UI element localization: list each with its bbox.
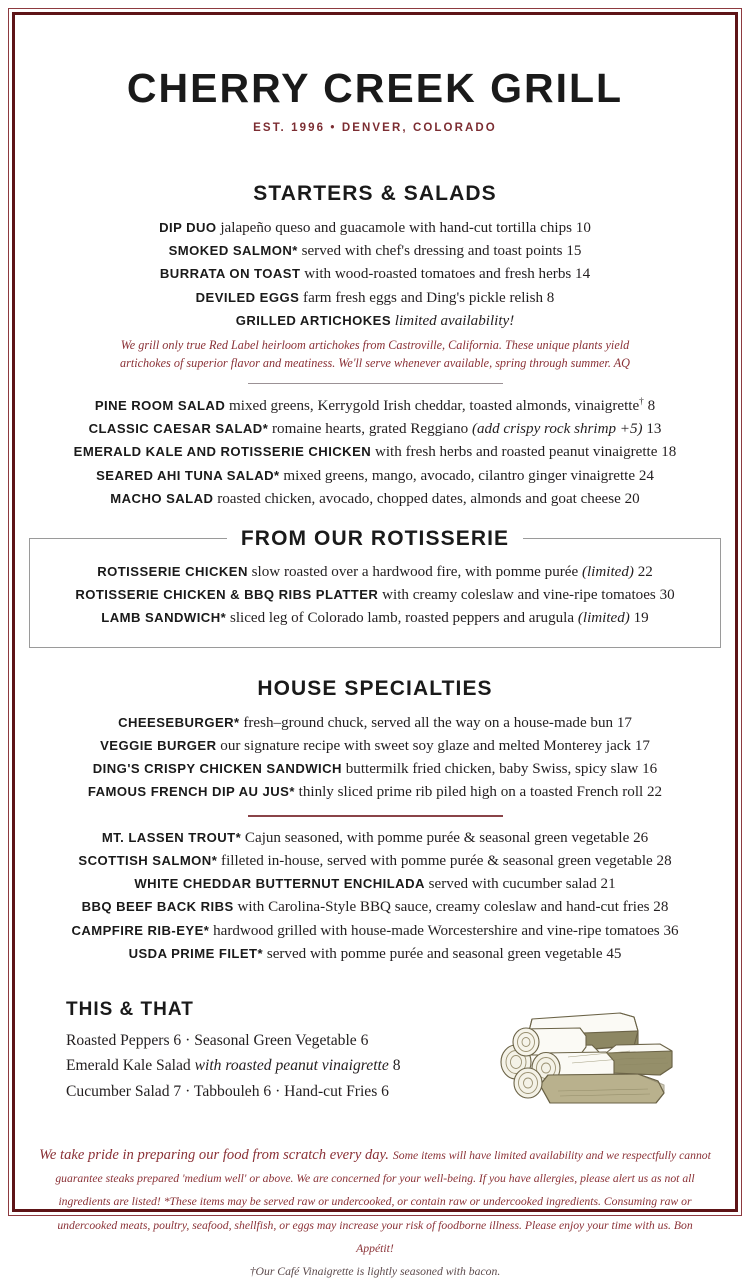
menu-item-name: PINE ROOM SALAD — [94, 397, 226, 413]
menu-page — [20, 20, 730, 1278]
menu-item-name: DIP DUO — [159, 220, 217, 235]
menu-item-desc: roasted chicken, avocado, chopped dates, almonds and goat cheese — [213, 490, 625, 507]
menu-item — [20, 395, 730, 418]
menu-item-desc-italic: (limited) — [577, 610, 630, 627]
menu-item — [20, 712, 730, 735]
menu-item-name: CLASSIC CAESAR SALAD* — [88, 421, 269, 437]
restaurant-tagline: EST. 1996 • DENVER, COLORADO — [253, 122, 497, 134]
menu-item-price: 10 — [575, 220, 591, 236]
menu-item-desc: with Carolina-Style BBQ sauce, creamy coleslaw and hand-cut fries — [233, 899, 654, 916]
menu-item — [20, 850, 730, 873]
menu-item-name: LAMB SANDWICH* — [101, 610, 227, 626]
menu-item-name: DING'S CRISPY CHICKEN SANDWICH — [92, 761, 342, 777]
menu-item-desc: fresh–ground chuck, served all the way on a house-made bun — [239, 714, 617, 731]
menu-item-price: 20 — [624, 490, 640, 507]
menu-item-price: 16 — [642, 761, 658, 778]
menu-item-desc-italic: (add crispy rock shrimp +5) — [471, 421, 643, 438]
menu-item-name: WHITE CHEDDAR BUTTERNUT ENCHILADA — [134, 876, 425, 892]
menu-item-desc: mixed greens, Kerrygold Irish cheddar, toasted almonds, vinaigrette — [225, 397, 640, 414]
side-item: Roasted Peppers 6 · Seasonal Green Vegetable 6 — [66, 1032, 369, 1050]
menu-item — [20, 735, 730, 758]
firewood-logs-illustration — [488, 1001, 688, 1116]
menu-item-name: VEGGIE BURGER — [100, 737, 217, 753]
menu-item-name: MT. LASSEN TROUT* — [101, 829, 242, 845]
menu-item-desc: Cajun seasoned, with pomme purée & seasonal green vegetable — [241, 829, 634, 846]
rotisserie-item-list — [40, 561, 710, 631]
menu-item-name: GRILLED ARTICHOKES — [235, 312, 392, 328]
footer-dagger-note: †Our Café Vinaigrette is lightly seasoned with bacon. — [249, 1264, 501, 1278]
menu-item — [20, 287, 730, 310]
menu-item-desc: our signature recipe with sweet soy glaze and melted Monterey jack — [216, 737, 635, 754]
divider-red — [248, 815, 503, 817]
menu-item-price: 21 — [600, 876, 616, 893]
menu-item-price: 13 — [646, 421, 662, 438]
menu-item-desc: farm fresh eggs and Ding's pickle relish — [299, 289, 547, 306]
entree-item-list — [20, 827, 730, 966]
menu-item — [20, 263, 730, 286]
dagger-marker: † — [639, 396, 644, 407]
menu-item — [20, 240, 730, 263]
rotisserie-section-box — [29, 527, 721, 648]
footer-disclaimer — [20, 1143, 730, 1259]
section-heading-starters: STARTERS & SALADS — [253, 182, 497, 205]
side-item-price: 8 — [388, 1057, 401, 1075]
menu-item — [20, 873, 730, 896]
menu-item — [20, 310, 730, 333]
salads-item-list — [20, 395, 730, 511]
menu-item-name: DEVILED EGGS — [195, 289, 300, 305]
menu-item-price: 28 — [653, 899, 669, 916]
menu-item — [20, 488, 730, 511]
menu-item — [20, 781, 730, 804]
section-heading-this-and-that: THIS & THAT — [66, 999, 194, 1021]
menu-item-desc: slow roasted over a hardwood fire, with pomme purée — [247, 564, 582, 580]
divider-gray — [248, 383, 503, 384]
menu-item-name: ROTISSERIE CHICKEN & BBQ RIBS PLATTER — [75, 587, 379, 603]
menu-item-name: SMOKED SALMON* — [168, 243, 298, 259]
menu-item-name: CAMPFIRE RIB-EYE* — [71, 922, 210, 938]
footer-lead: We take pride in preparing our food from scratch every day. — [39, 1147, 389, 1164]
section-heading-rotisserie: FROM OUR ROTISSERIE — [227, 526, 523, 552]
menu-item-price: 24 — [638, 467, 654, 484]
sandwich-item-list — [20, 712, 730, 805]
menu-item-desc: mixed greens, mango, avocado, cilantro ginger vinaigrette — [279, 467, 639, 484]
starters-item-list — [20, 217, 730, 333]
menu-item-price: 28 — [656, 852, 672, 869]
menu-item — [20, 465, 730, 488]
menu-item-name: EMERALD KALE AND ROTISSERIE CHICKEN — [73, 444, 372, 460]
menu-item-name: SEARED AHI TUNA SALAD* — [96, 467, 280, 483]
menu-item-desc: with creamy coleslaw and vine-ripe tomatoes — [378, 587, 660, 604]
menu-item-price: 8 — [546, 289, 555, 306]
section-heading-house-specialties: HOUSE SPECIALTIES — [257, 676, 493, 700]
side-item: Cucumber Salad 7 · Tabbouleh 6 · Hand-cut Fries 6 — [66, 1082, 389, 1100]
menu-item-desc: jalapeño queso and guacamole with hand-cut tortilla chips — [216, 220, 576, 236]
restaurant-name: CHERRY CREEK GRILL — [126, 65, 624, 111]
menu-item-desc: with fresh herbs and roasted peanut vinaigrette — [371, 444, 662, 461]
menu-item — [20, 896, 730, 919]
menu-item-desc: sliced leg of Colorado lamb, roasted peppers and arugula — [226, 610, 578, 627]
menu-item-desc: filleted in-house, served with pomme purée & seasonal green vegetable — [217, 852, 657, 869]
this-and-that-section — [20, 999, 730, 1116]
menu-item-price: 8 — [647, 397, 656, 414]
menu-item-price: 18 — [661, 444, 677, 461]
menu-item — [40, 607, 710, 630]
menu-item — [20, 217, 730, 240]
menu-item — [20, 418, 730, 441]
footer-fine-print: Some items will have limited availability and we respectfully cannot guarantee steaks prepared 'medium well' or above. We are concerned for your well-being. If you have allergies, please alert us as not all ingredients are listed! *These items may be served raw or undercooked, or contain raw or undercooked ingredients. Consuming raw or undercooked meats, poultry, seafood, shellfish, or eggs may increase your risk of foodborne illness. Please enjoy your time with us. Bon Appétit! — [55, 1149, 711, 1255]
menu-item-desc: with wood-roasted tomatoes and fresh herbs — [300, 266, 576, 283]
menu-item-name: MACHO SALAD — [110, 490, 214, 506]
menu-item-desc: served with chef's dressing and toast points — [297, 243, 567, 260]
menu-item-name: BBQ BEEF BACK RIBS — [81, 899, 234, 915]
menu-item-name: CHEESEBURGER* — [118, 714, 240, 730]
menu-item — [20, 920, 730, 943]
menu-item-desc: hardwood grilled with house-made Worcestershire and vine-ripe tomatoes — [209, 922, 664, 939]
menu-item-desc: thinly sliced prime rib piled high on a toasted French roll — [294, 784, 647, 801]
menu-item — [20, 758, 730, 781]
rotisserie-heading-wrap — [30, 526, 720, 552]
artichoke-note: We grill only true Red Label heirloom artichokes from Castroville, California. These unique plants yield artichokes of superior flavor and meatiness. We'll serve whenever available, spring through summer. AQ — [120, 338, 630, 370]
menu-item-name: ROTISSERIE CHICKEN — [97, 564, 248, 579]
menu-item-desc: romaine hearts, grated Reggiano — [268, 421, 472, 438]
menu-item-price: 36 — [663, 922, 679, 939]
menu-item — [40, 561, 710, 584]
menu-item-price: 14 — [575, 266, 591, 283]
menu-item — [20, 943, 730, 966]
menu-item — [20, 827, 730, 850]
side-item-note: with roasted peanut vinaigrette — [194, 1057, 389, 1075]
menu-item-price: 22 — [637, 564, 653, 580]
menu-item-price: 45 — [606, 945, 622, 962]
menu-item-price: 15 — [566, 243, 582, 260]
menu-item-price: 19 — [633, 610, 649, 627]
menu-item-price: 17 — [634, 737, 650, 754]
menu-item-price: 17 — [616, 714, 632, 731]
menu-item-desc: buttermilk fried chicken, baby Swiss, spicy slaw — [341, 761, 643, 778]
menu-item-name: BURRATA ON TOAST — [159, 266, 301, 282]
menu-item-name: USDA PRIME FILET* — [128, 945, 264, 961]
menu-item-name: SCOTTISH SALMON* — [78, 852, 218, 868]
menu-item-price: 26 — [633, 829, 649, 846]
menu-item-desc-italic: (limited) — [581, 564, 634, 580]
side-item — [66, 1053, 401, 1078]
masthead — [20, 20, 730, 134]
menu-item-desc: limited availability! — [391, 312, 515, 329]
menu-item-desc: served with pomme purée and seasonal green vegetable — [263, 945, 607, 962]
this-and-that-text — [66, 999, 401, 1104]
menu-item — [20, 441, 730, 464]
menu-item-price: 22 — [646, 784, 663, 801]
menu-item — [40, 584, 710, 607]
menu-item-price: 30 — [659, 587, 675, 604]
side-item-label: Emerald Kale Salad — [66, 1057, 195, 1075]
menu-item-desc: served with cucumber salad — [424, 876, 601, 893]
menu-item-name: FAMOUS FRENCH DIP AU JUS* — [87, 784, 295, 800]
